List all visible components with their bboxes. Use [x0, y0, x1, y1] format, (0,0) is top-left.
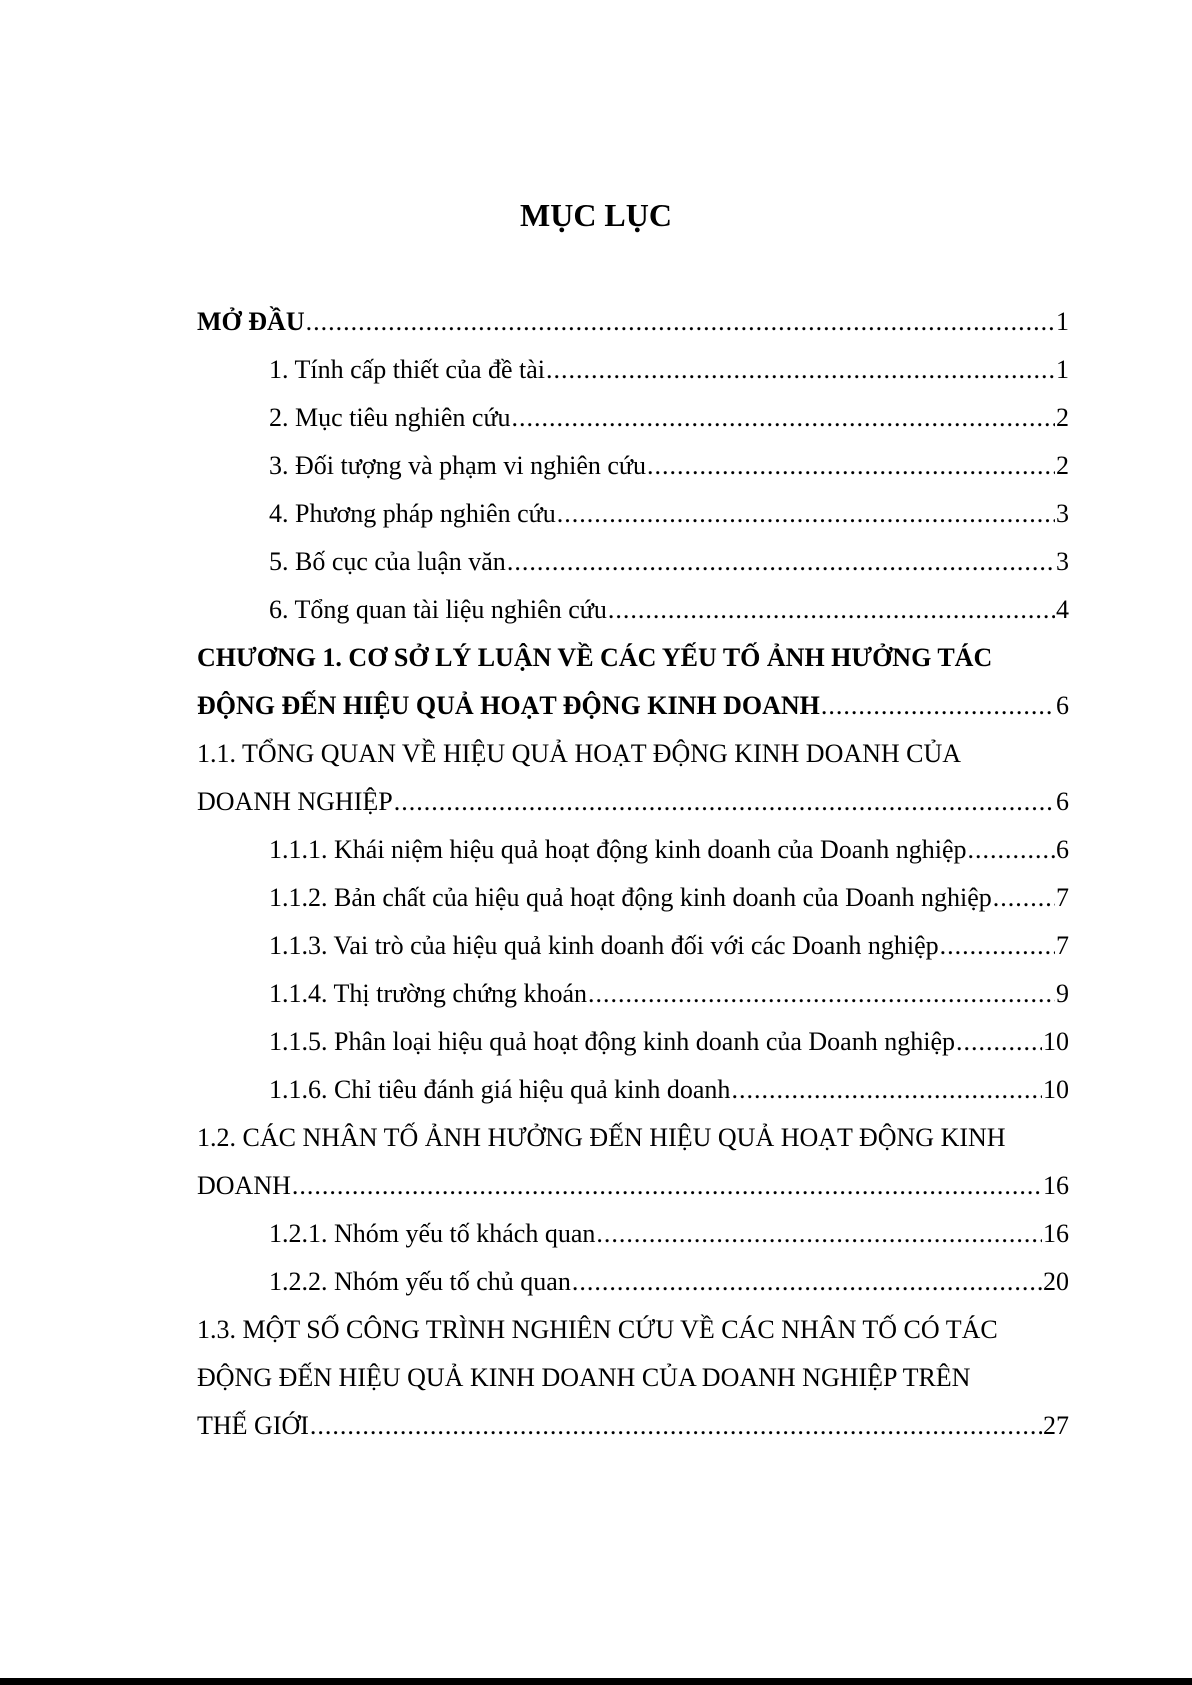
- toc-entry-row: [269, 826, 1069, 874]
- toc-entry-row: [197, 298, 1069, 346]
- dot-leader: [292, 1162, 1042, 1210]
- toc-entry[interactable]: [197, 490, 1069, 538]
- toc-entry-title: 1.2.2. Nhóm yếu tố chủ quan: [269, 1267, 571, 1296]
- toc-entry[interactable]: [197, 634, 1069, 730]
- toc-entry-row: [269, 1210, 1069, 1258]
- toc-page-number: 2: [1056, 451, 1069, 480]
- toc-page-number: 6: [1056, 691, 1069, 720]
- dot-leader: [993, 874, 1055, 922]
- toc-entry-row: [269, 394, 1069, 442]
- toc-entry-row: [269, 1018, 1069, 1066]
- toc-entry[interactable]: [197, 922, 1069, 970]
- toc-entry[interactable]: [197, 1066, 1069, 1114]
- toc-entry-row: [269, 442, 1069, 490]
- toc-page-number: 2: [1056, 403, 1069, 432]
- toc-title: MỤC LỤC: [520, 197, 672, 233]
- toc-page-number: 16: [1043, 1219, 1069, 1248]
- toc-page-number: 10: [1043, 1027, 1069, 1056]
- toc-entry-row: [269, 1258, 1069, 1306]
- dot-leader: [968, 826, 1055, 874]
- dot-leader: [940, 922, 1055, 970]
- toc-page-number: 27: [1043, 1411, 1069, 1440]
- dot-leader: [507, 538, 1055, 586]
- toc-entry-row: [197, 682, 1069, 730]
- toc-entry-title: 1.1.4. Thị trường chứng khoán: [269, 979, 588, 1008]
- toc-entry-row: [269, 874, 1069, 922]
- toc-page-number: 3: [1056, 547, 1069, 576]
- toc-entry-row: [197, 1402, 1069, 1450]
- toc-entry-row: [269, 1066, 1069, 1114]
- toc-entry-heading-line: CHƯƠNG 1. CƠ SỞ LÝ LUẬN VỀ CÁC YẾU TỐ ẢNH HƯỞNG TÁC: [197, 643, 993, 672]
- toc-page-number: 7: [1056, 931, 1069, 960]
- toc-entry-row: [269, 490, 1069, 538]
- toc-page-number: 9: [1056, 979, 1069, 1008]
- scan-edge-border: [0, 1678, 1192, 1685]
- toc-entry[interactable]: [197, 1306, 1069, 1450]
- dot-leader: [557, 490, 1055, 538]
- toc-entry-row: [269, 922, 1069, 970]
- toc-entry[interactable]: [197, 730, 1069, 826]
- toc-entry[interactable]: [197, 1114, 1069, 1210]
- toc-entry-row: [269, 538, 1069, 586]
- toc-entry-title: 4. Phương pháp nghiên cứu: [269, 499, 556, 528]
- toc-entry-heading-line: ĐỘNG ĐẾN HIỆU QUẢ KINH DOANH CỦA DOANH NGHIỆP TRÊN: [197, 1363, 971, 1392]
- toc-entry[interactable]: [197, 442, 1069, 490]
- toc-entry-title: 1.1.1. Khái niệm hiệu quả hoạt động kinh doanh của Doanh nghiệp: [269, 835, 967, 864]
- dot-leader: [394, 778, 1055, 826]
- toc-entry-title: 3. Đối tượng và phạm vi nghiên cứu: [269, 451, 646, 480]
- toc-page-number: 10: [1043, 1075, 1069, 1104]
- toc-entry[interactable]: [197, 298, 1069, 346]
- toc-entry-row: [269, 970, 1069, 1018]
- toc-entry-row: [197, 778, 1069, 826]
- toc-entry-title: THẾ GIỚI: [197, 1411, 309, 1440]
- toc-entry[interactable]: [197, 586, 1069, 634]
- toc-entry-title: 5. Bố cục của luận văn: [269, 547, 506, 576]
- toc-entry-heading-line: 1.1. TỔNG QUAN VỀ HIỆU QUẢ HOẠT ĐỘNG KINH DOANH CỦA: [197, 739, 962, 768]
- dot-leader: [608, 586, 1055, 634]
- dot-leader: [647, 442, 1055, 490]
- toc-page-number: 7: [1056, 883, 1069, 912]
- toc-entry[interactable]: [197, 538, 1069, 586]
- dot-leader: [310, 1402, 1042, 1450]
- toc-entry-title: 2. Mục tiêu nghiên cứu: [269, 403, 511, 432]
- dot-leader: [572, 1258, 1042, 1306]
- toc-entry[interactable]: [197, 874, 1069, 922]
- toc-page-number: 6: [1056, 835, 1069, 864]
- dot-leader: [306, 298, 1055, 346]
- toc-entry-heading-line: 1.3. MỘT SỐ CÔNG TRÌNH NGHIÊN CỨU VỀ CÁC NHÂN TỐ CÓ TÁC: [197, 1315, 998, 1344]
- toc-page-number: 1: [1056, 307, 1069, 336]
- toc-entry[interactable]: [197, 1258, 1069, 1306]
- toc-entry-title: 1.2.1. Nhóm yếu tố khách quan: [269, 1219, 596, 1248]
- toc-entry-title: 1.1.2. Bản chất của hiệu quả hoạt động kinh doanh của Doanh nghiệp: [269, 883, 992, 912]
- toc-entry-title: 1.1.5. Phân loại hiệu quả hoạt động kinh doanh của Doanh nghiệp: [269, 1027, 955, 1056]
- toc-page-number: 16: [1043, 1171, 1069, 1200]
- toc-page-number: 1: [1056, 355, 1069, 384]
- dot-leader: [512, 394, 1055, 442]
- toc-entry[interactable]: [197, 1210, 1069, 1258]
- toc-entry-title: 1.1.6. Chỉ tiêu đánh giá hiệu quả kinh doanh: [269, 1075, 731, 1104]
- toc-entry-title: 1.1.3. Vai trò của hiệu quả kinh doanh đối với các Doanh nghiệp: [269, 931, 939, 960]
- toc-entry-title: DOANH NGHIỆP: [197, 787, 393, 816]
- toc-entry-title: 6. Tổng quan tài liệu nghiên cứu: [269, 595, 607, 624]
- toc-page-number: 20: [1043, 1267, 1069, 1296]
- dot-leader: [588, 970, 1055, 1018]
- toc-entry-row: [269, 346, 1069, 394]
- toc-entry[interactable]: [197, 394, 1069, 442]
- toc-entry-row: [197, 1162, 1069, 1210]
- toc-entry[interactable]: [197, 1018, 1069, 1066]
- toc-entry[interactable]: [197, 346, 1069, 394]
- dot-leader: [731, 1066, 1042, 1114]
- dot-leader: [596, 1210, 1042, 1258]
- dot-leader: [956, 1018, 1042, 1066]
- toc-page-number: 4: [1056, 595, 1069, 624]
- toc-entry-heading-line: 1.2. CÁC NHÂN TỐ ẢNH HƯỞNG ĐẾN HIỆU QUẢ HOẠT ĐỘNG KINH: [197, 1123, 1006, 1152]
- toc-entry[interactable]: [197, 826, 1069, 874]
- toc-entry-row: [269, 586, 1069, 634]
- toc-page-number: 6: [1056, 787, 1069, 816]
- dot-leader: [546, 346, 1055, 394]
- toc-entry-title: DOANH: [197, 1171, 291, 1200]
- toc-entry-title: ĐỘNG ĐẾN HIỆU QUẢ HOẠT ĐỘNG KINH DOANH: [197, 691, 820, 720]
- toc-entry-title: MỞ ĐẦU: [197, 307, 305, 336]
- toc-entry-title: 1. Tính cấp thiết của đề tài: [269, 355, 546, 384]
- table-of-contents: [197, 298, 1069, 1450]
- toc-entry[interactable]: [197, 970, 1069, 1018]
- dot-leader: [821, 682, 1055, 730]
- toc-page-number: 3: [1056, 499, 1069, 528]
